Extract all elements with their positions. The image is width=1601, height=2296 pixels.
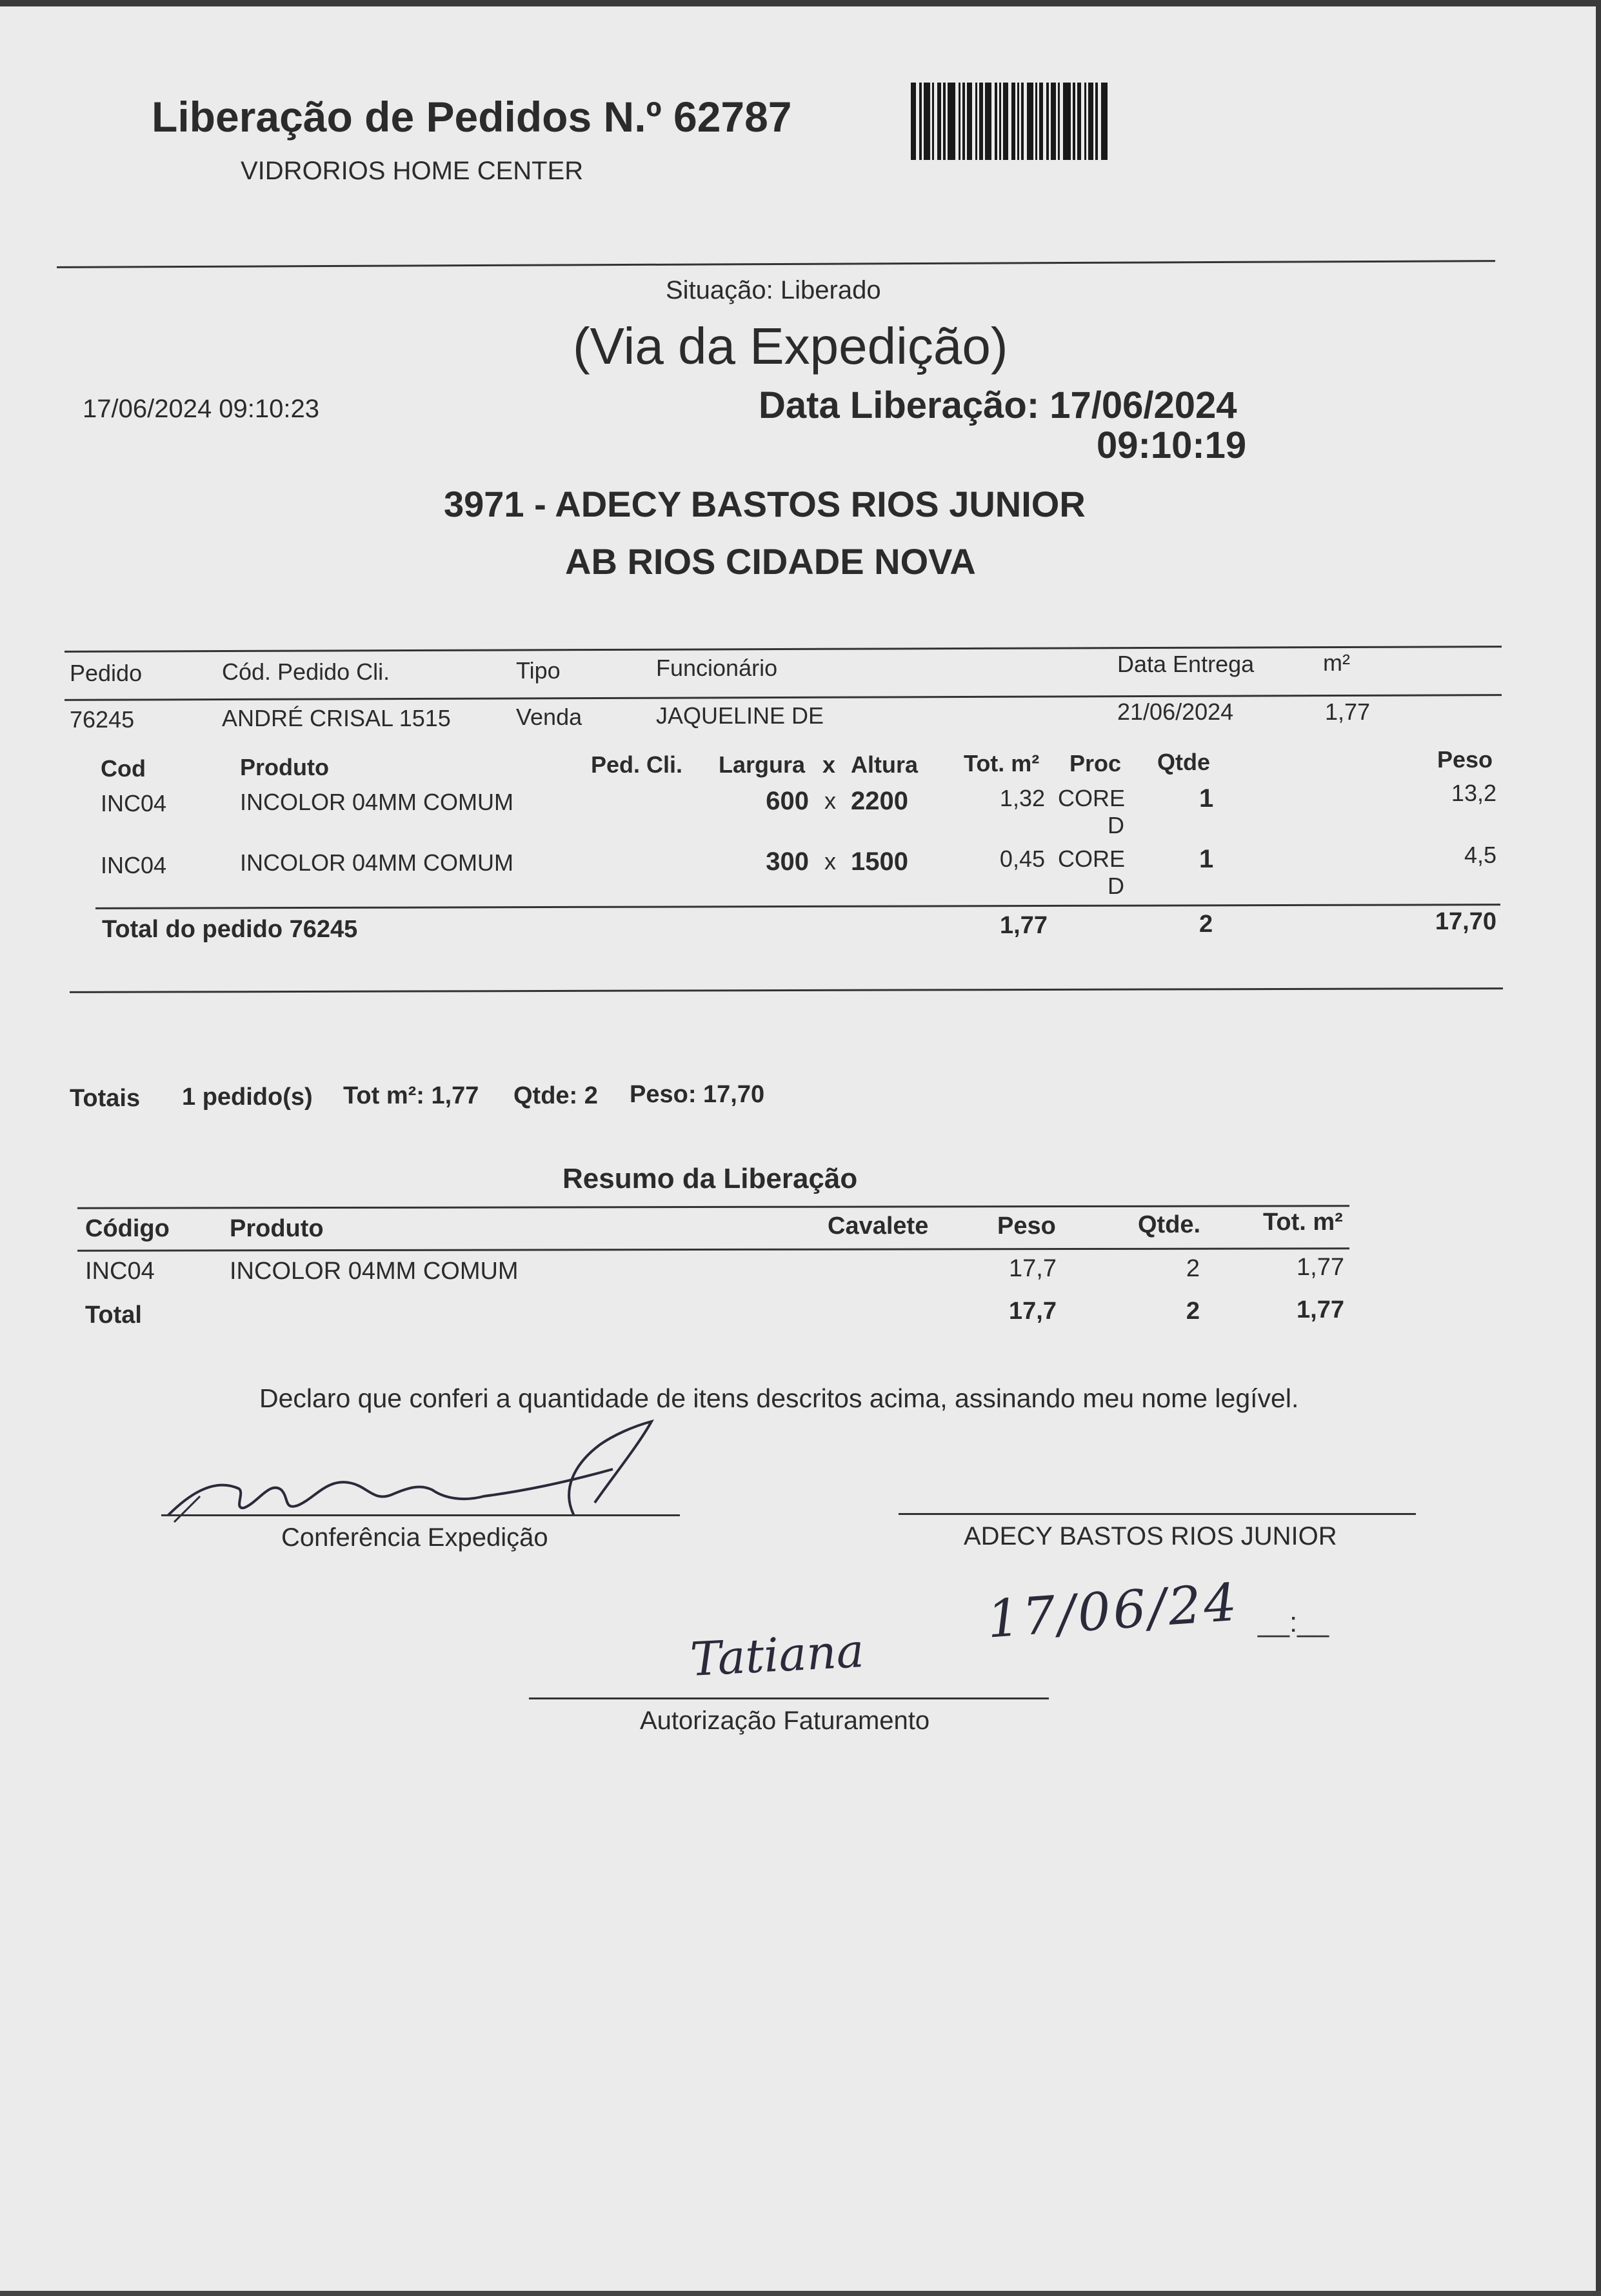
- release-date: Data Liberação: 17/06/2024: [759, 384, 1237, 426]
- barcode-bar: [1046, 83, 1049, 160]
- order-m2: 1,77: [1325, 698, 1371, 725]
- barcode-bar: [919, 83, 922, 160]
- barcode-bar: [1051, 83, 1056, 160]
- scan-edge: [0, 0, 1601, 6]
- header-m2: m²: [1323, 649, 1350, 676]
- signature-line: [161, 1514, 680, 1516]
- items-header-proc: Proc: [1069, 750, 1122, 777]
- summary-total-tot-m2: 1,77: [1297, 1296, 1344, 1323]
- totals-pedidos: 1 pedido(s): [182, 1084, 313, 1111]
- totals-label: Totais: [70, 1085, 141, 1112]
- item-qtde: 1: [1199, 845, 1214, 873]
- item-proc-cont: D: [1108, 812, 1124, 838]
- company-name: VIDRORIOS HOME CENTER: [241, 157, 584, 185]
- totals-tot-m2: Tot m²: 1,77: [343, 1082, 479, 1109]
- barcode-bar: [1058, 83, 1060, 160]
- barcode-bar: [937, 83, 941, 160]
- order-tipo: Venda: [516, 704, 582, 730]
- items-header-ped-cli: Ped. Cli.: [591, 751, 683, 778]
- header-data-entrega: Data Entrega: [1117, 651, 1255, 677]
- items-header-altura: Altura: [851, 751, 919, 778]
- barcode-bar: [967, 83, 972, 160]
- client-signature-label: ADECY BASTOS RIOS JUNIOR: [964, 1522, 1337, 1550]
- barcode-bar: [1073, 83, 1075, 160]
- order-data-entrega: 21/06/2024: [1117, 698, 1234, 725]
- divider: [65, 646, 1502, 653]
- items-header-x: x: [822, 751, 836, 778]
- summary-row-codigo: INC04: [85, 1258, 155, 1285]
- divider: [95, 904, 1500, 909]
- item-altura: 1500: [851, 847, 908, 876]
- barcode-bar: [1039, 83, 1043, 160]
- divider: [70, 987, 1503, 993]
- divider: [65, 694, 1502, 701]
- item-cod: INC04: [101, 790, 167, 816]
- summary-total-label: Total: [85, 1301, 142, 1329]
- items-header-produto: Produto: [240, 754, 329, 780]
- order-funcionario: JAQUELINE DE: [656, 702, 824, 729]
- barcode-bar: [911, 83, 916, 160]
- item-cod: INC04: [101, 852, 167, 878]
- item-produto: INCOLOR 04MM COMUM: [240, 849, 514, 876]
- totals-qtde: Qtde: 2: [513, 1082, 598, 1109]
- item-tot-m2: 0,45: [999, 846, 1045, 872]
- barcode-bar: [1063, 83, 1071, 160]
- divider: [77, 1205, 1349, 1209]
- items-header-cod: Cod: [101, 755, 146, 782]
- item-largura: 600: [766, 787, 809, 815]
- summary-total-peso: 17,7: [1009, 1298, 1057, 1325]
- summary-header-codigo: Código: [85, 1215, 170, 1242]
- barcode-bar: [999, 83, 1001, 160]
- summary-header-qtde: Qtde.: [1138, 1211, 1201, 1238]
- barcode-bar: [959, 83, 960, 160]
- item-tot-m2: 1,32: [999, 785, 1045, 811]
- order-total-label: Total do pedido 76245: [102, 916, 358, 943]
- barcode-bar: [975, 83, 977, 160]
- item-largura: 300: [766, 847, 809, 876]
- barcode-bar: [1084, 83, 1086, 160]
- summary-header-cavalete: Cavalete: [828, 1212, 929, 1240]
- items-header-peso: Peso: [1437, 746, 1493, 773]
- signature-line: [529, 1697, 1049, 1699]
- barcode-bar: [1101, 83, 1108, 160]
- header-funcionario: Funcionário: [656, 655, 778, 681]
- release-time: 09:10:19: [1097, 424, 1247, 466]
- items-header-qtde: Qtde: [1157, 749, 1211, 775]
- barcode-bar: [1011, 83, 1015, 160]
- printed-at: 17/06/2024 09:10:23: [83, 395, 320, 423]
- divider: [77, 1247, 1349, 1251]
- status-text: Situação: Liberado: [666, 276, 881, 304]
- declaration-text: Declaro que conferi a quantidade de itens descritos acima, assinando meu nome legível.: [259, 1383, 1299, 1413]
- summary-row-produto: INCOLOR 04MM COMUM: [230, 1258, 519, 1285]
- autorizacao-label: Autorização Faturamento: [640, 1707, 930, 1735]
- summary-row-qtde: 2: [1186, 1255, 1200, 1282]
- summary-row-tot-m2: 1,77: [1297, 1254, 1344, 1281]
- document-title: Liberação de Pedidos N.º 62787: [152, 93, 792, 141]
- barcode-bar: [1003, 83, 1008, 160]
- barcode-bar: [943, 83, 946, 160]
- item-peso: 13,2: [1451, 780, 1497, 806]
- items-header-tot-m2: Tot. m²: [964, 750, 1040, 777]
- order-total-qtde: 2: [1199, 911, 1213, 938]
- item-qtde: 1: [1199, 784, 1214, 813]
- conferencia-label: Conferência Expedição: [281, 1523, 548, 1552]
- header-cod-pedido-cli: Cód. Pedido Cli.: [222, 658, 390, 685]
- barcode-bar: [1035, 83, 1037, 160]
- barcode-bar: [979, 83, 983, 160]
- barcode-icon: [911, 83, 1162, 160]
- item-proc: CORE: [1058, 846, 1126, 872]
- barcode-bar: [995, 83, 997, 160]
- barcode-bar: [932, 83, 934, 160]
- summary-header-tot-m2: Tot. m²: [1263, 1209, 1343, 1236]
- order-total-tot-m2: 1,77: [1000, 912, 1048, 939]
- summary-total-qtde: 2: [1186, 1298, 1200, 1325]
- authorization-signature: Tatiana: [688, 1623, 866, 1687]
- barcode-bar: [1095, 83, 1098, 160]
- summary-header-peso: Peso: [997, 1212, 1056, 1240]
- signature-line: [899, 1513, 1416, 1515]
- barcode-bar: [1027, 83, 1033, 160]
- client-name: 3971 - ADECY BASTOS RIOS JUNIOR: [444, 484, 1086, 524]
- time-blank: __:__: [1258, 1607, 1329, 1638]
- barcode-bar: [1017, 83, 1019, 160]
- barcode-bar: [962, 83, 965, 160]
- header-pedido: Pedido: [70, 660, 143, 686]
- items-header-largura: Largura: [719, 751, 806, 778]
- summary-title: Resumo da Liberação: [562, 1163, 858, 1194]
- barcode-bar: [948, 83, 955, 160]
- barcode-bar: [924, 83, 930, 160]
- expedition-signature: [161, 1419, 716, 1522]
- barcode-bar: [1077, 83, 1081, 160]
- item-x: x: [824, 848, 836, 875]
- scan-edge: [1596, 0, 1601, 2296]
- copy-label: (Via da Expedição): [573, 317, 1008, 375]
- summary-row-peso: 17,7: [1009, 1255, 1057, 1282]
- scan-edge: [0, 2291, 1601, 2296]
- item-proc: CORE: [1058, 785, 1126, 811]
- handwritten-date: 17/06/24: [985, 1572, 1242, 1650]
- order-total-peso: 17,70: [1435, 908, 1497, 935]
- client-store: AB RIOS CIDADE NOVA: [565, 541, 976, 582]
- barcode-bar: [985, 83, 991, 160]
- barcode-bar: [1021, 83, 1024, 160]
- totals-peso: Peso: 17,70: [630, 1081, 765, 1108]
- divider: [57, 260, 1495, 268]
- item-peso: 4,5: [1464, 842, 1497, 868]
- summary-header-produto: Produto: [230, 1215, 324, 1242]
- order-cod-pedido-cli: ANDRÉ CRISAL 1515: [222, 705, 451, 731]
- order-pedido: 76245: [70, 706, 135, 733]
- header-tipo: Tipo: [516, 657, 561, 684]
- barcode-bar: [1088, 83, 1093, 160]
- item-x: x: [824, 787, 836, 814]
- item-produto: INCOLOR 04MM COMUM: [240, 789, 514, 815]
- item-proc-cont: D: [1108, 873, 1124, 899]
- item-altura: 2200: [851, 787, 908, 815]
